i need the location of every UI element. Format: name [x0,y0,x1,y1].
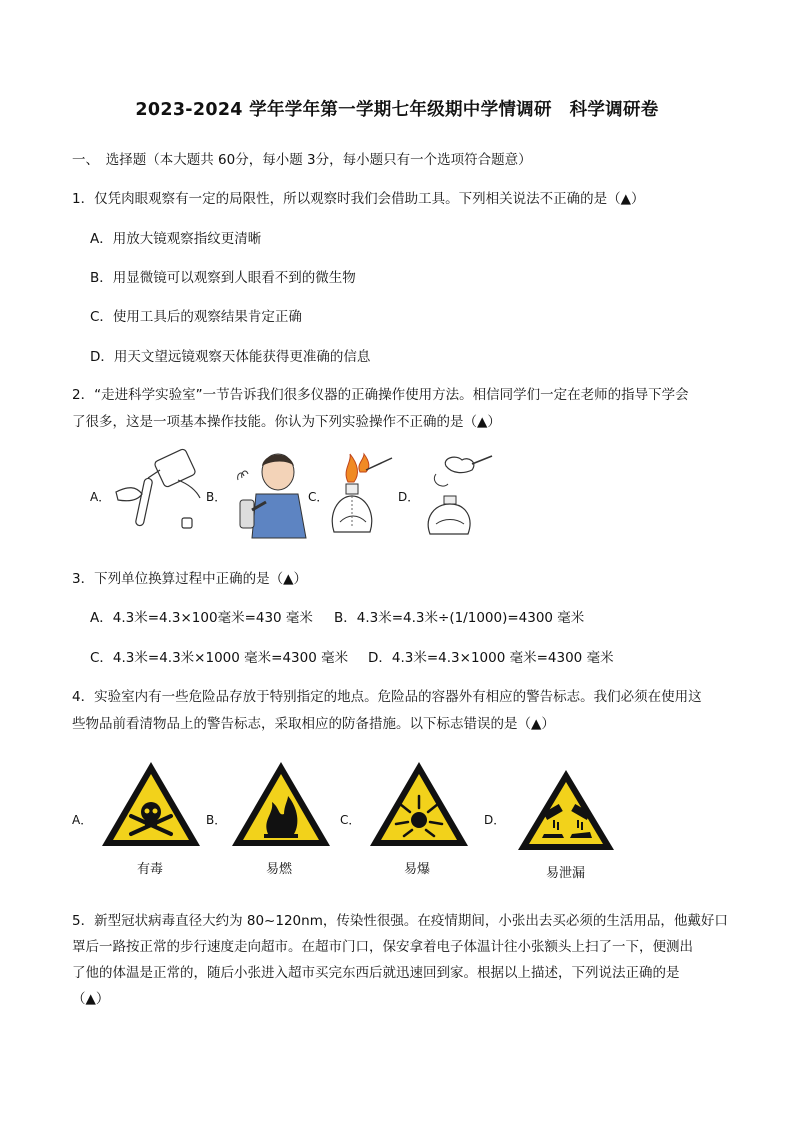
question-4-label-a: A． [72,813,93,827]
question-4-stem-line2: 些物品前看清物品上的警告标志，采取相应的防备措施。以下标志错误的是（▲） [72,716,555,732]
question-3-option-a: A．4.3米=4.3×100毫米=430 毫米 [90,610,313,626]
question-2-stem-line2: 了很多，这是一项基本操作技能。你认为下列实验操作不正确的是（▲） [72,414,501,430]
question-3-stem: 3．下列单位换算过程中正确的是（▲） [72,571,307,587]
question-1-option-b: B．用显微镜可以观察到人眼看不到的微生物 [90,270,356,286]
section-heading: 一、 选择题（本大题共 60分，每小题 3分，每小题只有一个选项符合题意） [72,152,532,168]
question-4-stem-line1: 4．实验室内有一些危险品存放于特别指定的地点。危险品的容器外有相应的警告标志。我们必须在使用这 [72,689,702,705]
question-3-option-b: B．4.3米=4.3米÷(1/1000)=4300 毫米 [334,610,585,626]
sign-caption-toxic: 有毒 [137,862,164,877]
question-4-label-b: B． [206,813,227,827]
question-5-line1: 5．新型冠状病毒直径大约为 80~120nm，传染性很强。在疫情期间，小张出去买必须的生活用品，他戴好口 [72,913,728,929]
sign-caption-flammable: 易燃 [266,862,293,877]
question-2-label-c: C． [308,490,329,504]
question-4-label-c: C． [340,813,361,827]
question-1-option-a: A．用放大镜观察指纹更清晰 [90,231,262,247]
toxic-warning-sign-icon [98,758,204,850]
question-5-line4: （▲） [72,991,110,1007]
question-3-option-c: C．4.3米=4.3米×1000 毫米=4300 毫米 [90,650,349,666]
alcohol-lamp-extinguish-illustration [416,452,498,538]
question-1-stem: 1．仅凭肉眼观察有一定的局限性，所以观察时我们会借助工具。下列相关说法不正确的是（▲） [72,191,645,207]
question-2-stem-line1: 2．“走进科学实验室”一节告诉我们很多仪器的正确操作使用方法。相信同学们一定在老师的指导下学会 [72,387,689,403]
question-2-label-b: B． [206,490,227,504]
question-1-option-d: D．用天文望远镜观察天体能获得更准确的信息 [90,349,371,365]
sign-caption-corrosive: 易泄漏 [546,866,586,881]
question-5-line2: 罩后一路按正常的步行速度走向超市。在超市门口，保安拿着电子体温计往小张额头上扫了一下，便测出 [72,939,693,955]
question-3-option-d: D．4.3米=4.3×1000 毫米=4300 毫米 [368,650,614,666]
question-1-option-c: C．使用工具后的观察结果肯定正确 [90,309,302,325]
smelling-gas-illustration [228,450,310,538]
alcohol-lamp-ignite-illustration [326,452,396,538]
corrosive-warning-sign-icon [514,766,618,854]
sign-caption-explosive: 易爆 [404,862,431,877]
pouring-liquid-illustration [108,450,204,532]
flammable-warning-sign-icon [228,758,334,850]
question-4-label-d: D． [484,813,506,827]
question-2-label-d: D． [398,490,420,504]
explosive-warning-sign-icon [366,758,472,850]
question-5-line3: 了他的体温是正常的，随后小张进入超市买完东西后就迅速回到家。根据以上描述，下列说法正确的是 [72,965,680,981]
page-title: 2023-2024 学年学年第一学期七年级期中学情调研 科学调研卷 [135,100,659,120]
question-2-label-a: A． [90,490,111,504]
